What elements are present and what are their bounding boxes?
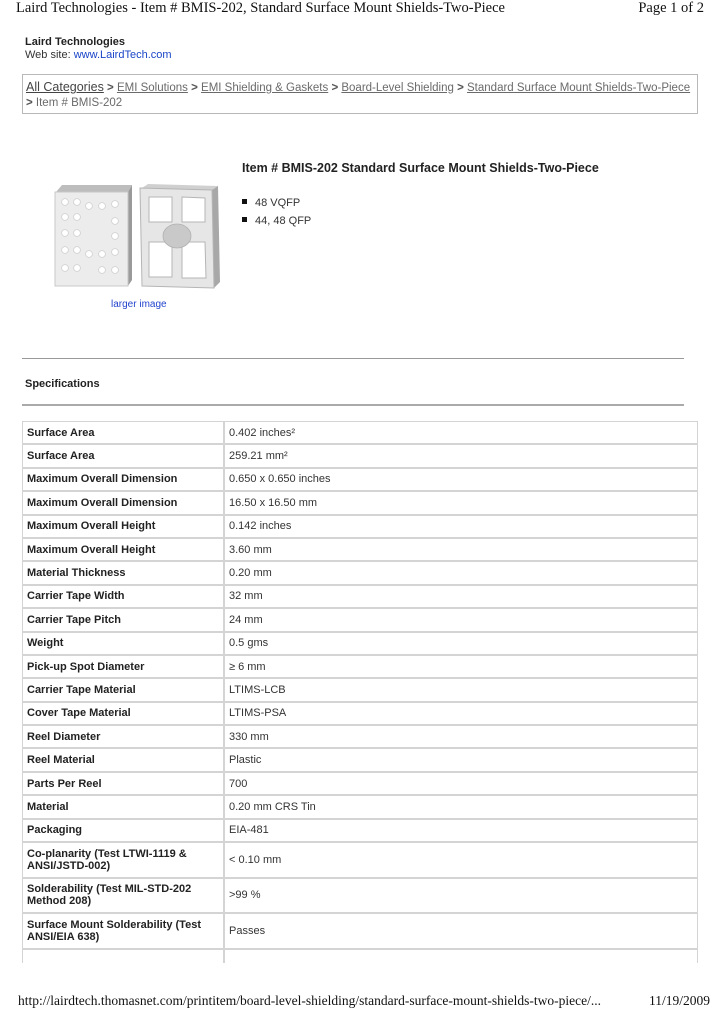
spec-label: Maximum Overall Dimension — [22, 468, 224, 491]
spec-label: Surface Area — [22, 421, 224, 444]
spec-value: 3.60 mm — [224, 538, 698, 561]
spec-label: Parts Per Reel — [22, 772, 224, 795]
section-divider — [22, 404, 684, 406]
spec-value: 0.20 mm CRS Tin — [224, 795, 698, 818]
print-header-title: Laird Technologies - Item # BMIS-202, Standard Surface Mount Shields-Two-Piece — [16, 0, 505, 16]
print-page-number: Page 1 of 2 — [638, 0, 704, 16]
table-row — [22, 949, 698, 963]
spec-value: < 0.10 mm — [224, 842, 698, 878]
spec-label: Surface Area — [22, 444, 224, 467]
spec-value: 16.50 x 16.50 mm — [224, 491, 698, 514]
breadcrumb-all-categories[interactable]: All Categories — [26, 80, 104, 94]
empty-cell — [224, 949, 698, 963]
spec-value: 32 mm — [224, 585, 698, 608]
company-name: Laird Technologies — [25, 36, 126, 48]
larger-image-link[interactable]: larger image — [111, 299, 167, 310]
table-row — [22, 702, 698, 725]
spec-value: 0.650 x 0.650 inches — [224, 468, 698, 491]
table-row — [22, 819, 698, 842]
spec-value: 259.21 mm² — [224, 444, 698, 467]
spec-label: Maximum Overall Dimension — [22, 491, 224, 514]
shield-frame-icon — [140, 184, 220, 288]
table-row — [22, 444, 698, 467]
spec-value: 24 mm — [224, 608, 698, 631]
breadcrumb-standard-shields-two-piece[interactable]: Standard Surface Mount Shields-Two-Piece — [467, 82, 691, 94]
shield-cover-icon — [55, 185, 132, 286]
spec-value: LTIMS-PSA — [224, 702, 698, 725]
spec-label: Carrier Tape Material — [22, 678, 224, 701]
list-item — [242, 194, 311, 212]
spec-value: 0.20 mm — [224, 561, 698, 584]
spec-label: Pick-up Spot Diameter — [22, 655, 224, 678]
breadcrumb-separator: > — [191, 82, 198, 94]
table-row — [22, 632, 698, 655]
table-row — [22, 878, 698, 914]
print-header — [0, 0, 720, 22]
breadcrumb-emi-shielding-gaskets[interactable]: EMI Shielding & Gaskets — [201, 82, 329, 94]
bullet-icon — [242, 217, 247, 222]
spec-label: Solderability (Test MIL-STD-202 Method 208) — [22, 878, 224, 914]
table-row — [22, 725, 698, 748]
spec-value: EIA-481 — [224, 819, 698, 842]
table-row — [22, 608, 698, 631]
product-image[interactable] — [52, 184, 224, 292]
print-footer-date: 11/19/2009 — [648, 993, 710, 1008]
table-row — [22, 655, 698, 678]
section-divider — [22, 358, 684, 359]
spec-label: Material Thickness — [22, 561, 224, 584]
table-row — [22, 515, 698, 538]
spec-label: Weight — [22, 632, 224, 655]
spec-label: Reel Diameter — [22, 725, 224, 748]
feature-label: 44, 48 QFP — [255, 215, 312, 227]
spec-value: LTIMS-LCB — [224, 678, 698, 701]
spec-label: Maximum Overall Height — [22, 515, 224, 538]
table-row — [22, 842, 698, 878]
spec-value: 0.402 inches² — [224, 421, 698, 444]
breadcrumb-separator: > — [457, 82, 464, 94]
list-item — [242, 212, 311, 230]
spec-label: Packaging — [22, 819, 224, 842]
specifications-table — [22, 421, 698, 963]
spec-label: Carrier Tape Pitch — [22, 608, 224, 631]
table-row — [22, 772, 698, 795]
breadcrumb-emi-solutions[interactable]: EMI Solutions — [116, 82, 188, 94]
table-row — [22, 561, 698, 584]
spec-label: Cover Tape Material — [22, 702, 224, 725]
website-label: Web site: — [25, 49, 71, 61]
table-row — [22, 913, 698, 949]
spec-label: Surface Mount Solderability (Test ANSI/EIA 638) — [22, 913, 224, 949]
table-row — [22, 491, 698, 514]
spec-value: Passes — [224, 913, 698, 949]
website-link[interactable]: www.LairdTech.com — [73, 49, 172, 61]
empty-cell — [22, 949, 224, 963]
print-footer — [0, 993, 720, 1012]
spec-label: Co-planarity (Test LTWI-1119 & ANSI/JSTD-002) — [22, 842, 224, 878]
table-row — [22, 748, 698, 771]
table-row — [22, 421, 698, 444]
spec-value: 0.5 gms — [224, 632, 698, 655]
table-row — [22, 585, 698, 608]
table-row — [22, 678, 698, 701]
spec-value: Plastic — [224, 748, 698, 771]
website-line — [25, 49, 172, 61]
breadcrumb-separator: > — [26, 97, 33, 109]
specifications-heading: Specifications — [25, 378, 100, 390]
table-row — [22, 538, 698, 561]
spec-label: Maximum Overall Height — [22, 538, 224, 561]
breadcrumb-separator: > — [331, 82, 339, 94]
spec-label: Material — [22, 795, 224, 818]
breadcrumb-board-level-shielding[interactable]: Board-Level Shielding — [341, 82, 454, 94]
print-footer-url: http://lairdtech.thomasnet.com/printitem/board-level-shielding/standard-surface-mount-shields-two-piece/... — [18, 993, 601, 1008]
spec-value: 700 — [224, 772, 698, 795]
spec-value: 330 mm — [224, 725, 698, 748]
spec-value: ≥ 6 mm — [224, 655, 698, 678]
spec-value: 0.142 inches — [224, 515, 698, 538]
bullet-icon — [242, 199, 247, 204]
item-title: Item # BMIS-202 Standard Surface Mount Shields-Two-Piece — [242, 161, 599, 175]
spec-label: Reel Material — [22, 748, 224, 771]
breadcrumb-separator: > — [107, 82, 114, 94]
breadcrumb — [22, 74, 698, 114]
spec-label: Carrier Tape Width — [22, 585, 224, 608]
table-row — [22, 795, 698, 818]
breadcrumb-current-item: Item # BMIS-202 — [35, 97, 123, 109]
table-row — [22, 468, 698, 491]
spec-value: >99 % — [224, 878, 698, 914]
feature-list — [242, 194, 311, 230]
feature-label: 48 VQFP — [255, 197, 301, 209]
